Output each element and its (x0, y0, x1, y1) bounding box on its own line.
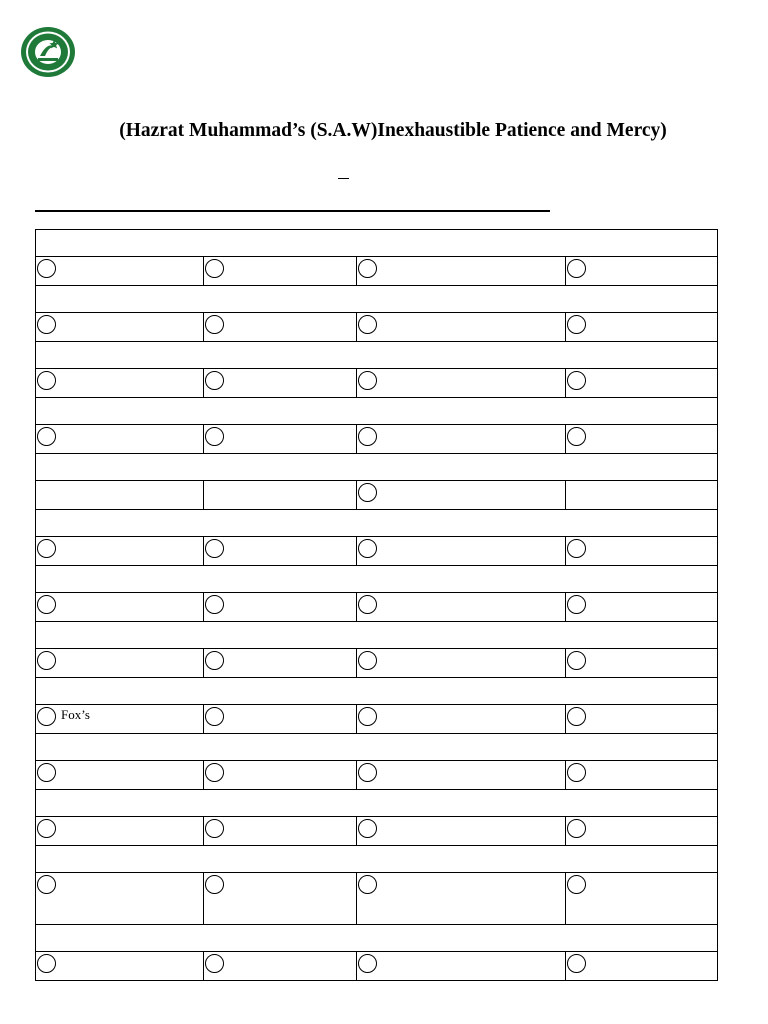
question-text (36, 846, 718, 873)
answer-bubble[interactable] (205, 707, 224, 726)
option-cell[interactable] (566, 593, 718, 622)
question-text (36, 398, 718, 425)
answer-bubble[interactable] (567, 315, 586, 334)
option-cell[interactable] (357, 873, 566, 925)
answer-bubble[interactable] (567, 539, 586, 558)
option-cell[interactable] (566, 369, 718, 398)
option-cell[interactable] (36, 369, 204, 398)
option-cell[interactable] (204, 425, 357, 454)
options-row (36, 705, 718, 734)
answer-bubble[interactable] (358, 483, 377, 502)
question-row (36, 925, 718, 952)
answer-bubble[interactable] (205, 875, 224, 894)
option-cell[interactable] (357, 481, 566, 510)
school-emblem-icon (20, 26, 76, 78)
option-cell[interactable] (36, 952, 204, 981)
question-text (36, 342, 718, 369)
question-text (36, 678, 718, 705)
answer-bubble[interactable] (358, 539, 377, 558)
question-row (36, 846, 718, 873)
question-text (36, 510, 718, 537)
question-text (36, 622, 718, 649)
option-cell[interactable] (357, 313, 566, 342)
answer-bubble[interactable] (567, 763, 586, 782)
option-cell[interactable] (204, 873, 357, 925)
options-row (36, 817, 718, 846)
option-cell[interactable] (204, 952, 357, 981)
answer-bubble[interactable] (567, 651, 586, 670)
option-cell[interactable] (357, 425, 566, 454)
options-row (36, 952, 718, 981)
option-cell[interactable] (357, 817, 566, 846)
question-text (36, 790, 718, 817)
answer-bubble[interactable] (567, 259, 586, 278)
answer-bubble[interactable] (205, 954, 224, 973)
answer-bubble[interactable] (37, 819, 56, 838)
question-row (36, 398, 718, 425)
question-row (36, 342, 718, 369)
answer-bubble[interactable] (567, 819, 586, 838)
question-text (36, 566, 718, 593)
answer-bubble[interactable] (358, 763, 377, 782)
option-cell[interactable] (204, 705, 357, 734)
answer-bubble[interactable] (37, 315, 56, 334)
question-text (36, 230, 718, 257)
answer-bubble[interactable] (37, 259, 56, 278)
answer-bubble[interactable] (358, 371, 377, 390)
option-cell[interactable] (566, 257, 718, 286)
question-row (36, 678, 718, 705)
answer-bubble[interactable] (567, 875, 586, 894)
answer-bubble[interactable] (205, 763, 224, 782)
option-cell[interactable] (566, 873, 718, 925)
option-cell[interactable] (36, 705, 204, 734)
answer-bubble[interactable] (37, 595, 56, 614)
options-row (36, 481, 718, 510)
answer-bubble[interactable] (37, 651, 56, 670)
answer-bubble[interactable] (37, 763, 56, 782)
option-cell[interactable] (36, 761, 204, 790)
option-label: Fox’s (61, 707, 90, 722)
answer-bubble[interactable] (358, 315, 377, 334)
answer-bubble[interactable] (567, 954, 586, 973)
answer-bubble[interactable] (205, 651, 224, 670)
option-cell[interactable] (357, 537, 566, 566)
option-cell[interactable] (36, 537, 204, 566)
option-cell[interactable] (36, 425, 204, 454)
question-text (36, 286, 718, 313)
answer-bubble[interactable] (358, 707, 377, 726)
option-cell[interactable] (566, 537, 718, 566)
question-row (36, 510, 718, 537)
question-row (36, 622, 718, 649)
option-cell[interactable] (566, 425, 718, 454)
option-cell[interactable] (357, 257, 566, 286)
option-cell[interactable] (204, 313, 357, 342)
answer-bubble[interactable] (37, 954, 56, 973)
option-cell[interactable] (357, 593, 566, 622)
option-cell[interactable] (204, 649, 357, 678)
answer-bubble[interactable] (205, 539, 224, 558)
answer-bubble[interactable] (358, 595, 377, 614)
option-cell[interactable] (36, 649, 204, 678)
options-row (36, 761, 718, 790)
answer-bubble[interactable] (37, 371, 56, 390)
options-row (36, 593, 718, 622)
option-cell[interactable] (357, 649, 566, 678)
answer-bubble[interactable] (358, 954, 377, 973)
answer-bubble[interactable] (205, 427, 224, 446)
question-row (36, 734, 718, 761)
question-text (36, 734, 718, 761)
options-row (36, 313, 718, 342)
option-cell[interactable] (357, 705, 566, 734)
answer-bubble[interactable] (358, 819, 377, 838)
title-underline (35, 210, 550, 212)
option-cell[interactable] (204, 761, 357, 790)
answer-bubble[interactable] (567, 371, 586, 390)
option-cell[interactable] (566, 649, 718, 678)
question-row (36, 286, 718, 313)
options-row (36, 369, 718, 398)
question-text (36, 925, 718, 952)
question-row (36, 454, 718, 481)
option-cell[interactable] (204, 537, 357, 566)
options-row (36, 873, 718, 925)
option-cell[interactable] (204, 369, 357, 398)
question-text (36, 454, 718, 481)
question-row (36, 566, 718, 593)
answer-bubble[interactable] (37, 427, 56, 446)
options-row (36, 425, 718, 454)
answer-bubble[interactable] (205, 371, 224, 390)
answer-bubble[interactable] (358, 259, 377, 278)
option-cell[interactable] (357, 952, 566, 981)
answer-bubble[interactable] (567, 707, 586, 726)
answer-bubble[interactable] (37, 875, 56, 894)
option-cell[interactable] (36, 313, 204, 342)
answer-bubble[interactable] (358, 651, 377, 670)
answer-bubble[interactable] (37, 707, 56, 726)
options-row (36, 257, 718, 286)
option-cell[interactable] (566, 481, 718, 510)
option-cell[interactable] (566, 705, 718, 734)
answer-bubble[interactable] (37, 539, 56, 558)
answer-bubble[interactable] (567, 595, 586, 614)
option-cell[interactable] (204, 257, 357, 286)
answer-bubble[interactable] (205, 315, 224, 334)
option-cell[interactable] (204, 481, 357, 510)
options-row (36, 649, 718, 678)
option-cell[interactable] (36, 817, 204, 846)
quiz-table (35, 229, 718, 981)
options-row (36, 537, 718, 566)
answer-bubble[interactable] (567, 427, 586, 446)
option-cell[interactable] (566, 952, 718, 981)
dash-mark (338, 178, 349, 179)
option-cell[interactable] (204, 593, 357, 622)
question-row (36, 230, 718, 257)
option-cell[interactable] (204, 817, 357, 846)
option-cell[interactable] (566, 313, 718, 342)
page-title: (Hazrat Muhammad’s (S.A.W)Inexhaustible Patience and Mercy) (119, 120, 667, 141)
option-cell[interactable] (36, 873, 204, 925)
answer-bubble[interactable] (205, 819, 224, 838)
answer-bubble[interactable] (358, 875, 377, 894)
option-cell[interactable] (357, 761, 566, 790)
answer-bubble[interactable] (205, 595, 224, 614)
option-cell[interactable] (357, 369, 566, 398)
answer-bubble[interactable] (205, 259, 224, 278)
option-cell[interactable] (566, 761, 718, 790)
option-cell[interactable] (566, 817, 718, 846)
option-cell[interactable] (36, 593, 204, 622)
option-cell[interactable] (36, 481, 204, 510)
answer-bubble[interactable] (358, 427, 377, 446)
question-row (36, 790, 718, 817)
option-cell[interactable] (36, 257, 204, 286)
